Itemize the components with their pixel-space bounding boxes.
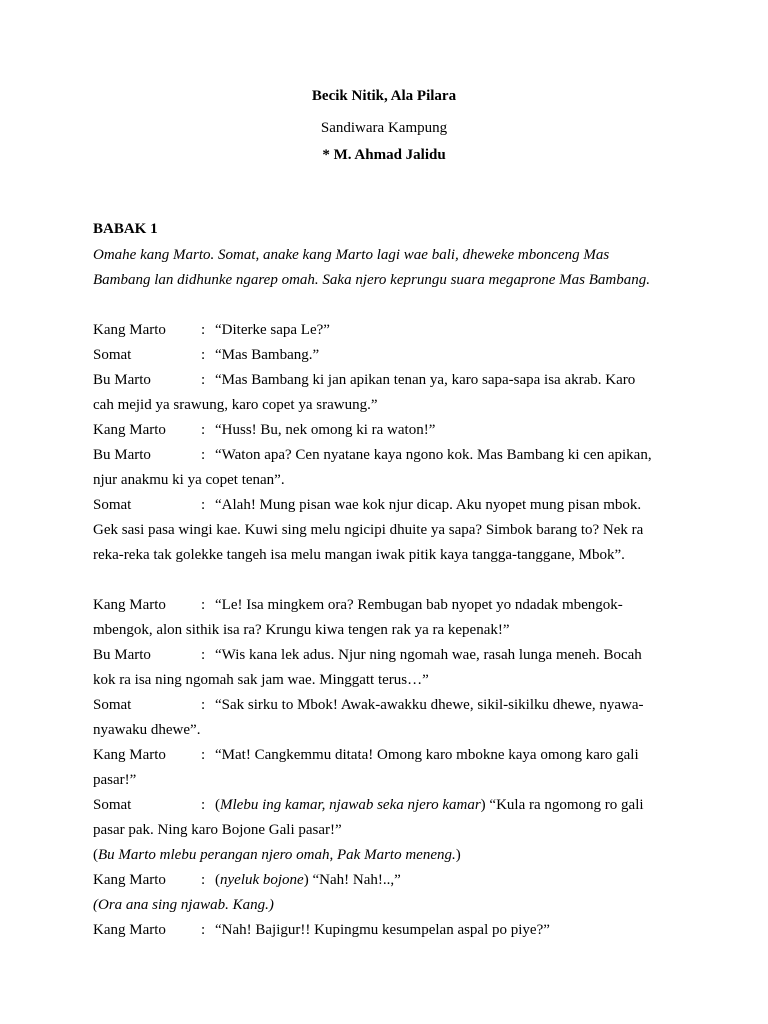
dialogue-line [93, 493, 683, 518]
dialogue-line [93, 918, 683, 943]
dialogue-line [93, 593, 683, 618]
stage-paren-open: ( [93, 847, 98, 863]
speaker-name: Somat [93, 797, 132, 813]
dialogue-text: “Kula ra ngomong ro gali [489, 797, 644, 813]
colon-separator: : [201, 347, 206, 363]
dialogue-text: “Mas Bambang ki jan apikan tenan ya, karo sapa-sapa isa akrab. Karo [215, 372, 636, 388]
dialogue-block [93, 318, 683, 943]
speaker-name: Kang Marto [93, 597, 166, 613]
stage-paren-close: ) [480, 797, 490, 813]
stage-paren-close: ) [455, 847, 461, 863]
colon-separator: : [201, 922, 206, 938]
colon-separator: : [201, 872, 206, 888]
speaker-name: Somat [93, 497, 132, 513]
colon-separator: : [201, 797, 206, 813]
play-title: Becik Nitik, Ala Pilara [311, 88, 457, 104]
dialogue-text: “Waton apa? Cen nyatane kaya ngono kok. Mas Bambang ki cen apikan, [215, 447, 652, 463]
colon-separator: : [201, 697, 206, 713]
speaker-name: Somat [93, 347, 132, 363]
speaker-name: Kang Marto [93, 872, 166, 888]
speaker-name: Somat [93, 697, 132, 713]
colon-separator: : [201, 322, 206, 338]
act-narration [93, 243, 683, 293]
dialogue-text: “Le! Isa mingkem ora? Rembugan bab nyopet yo ndadak mbengok- [215, 597, 623, 613]
dialogue-text: “Alah! Mung pisan wae kok njur dicap. Aku nyopet mung pisan mbok. [215, 497, 642, 513]
dialogue-text: “Mas Bambang.” [215, 347, 320, 363]
dialogue-continuation: pasar!” [93, 772, 137, 788]
act-heading: BABAK 1 [93, 221, 158, 237]
dialogue-line [93, 743, 683, 768]
dialogue-text: “Wis kana lek adus. Njur ning ngomah wae, rasah lunga meneh. Bocah [215, 647, 642, 663]
stage-line [93, 843, 683, 868]
speaker-name: Kang Marto [93, 747, 166, 763]
dialogue-text: “Sak sirku to Mbok! Awak-awakku dhewe, sikil-sikilku dhewe, nyawa- [215, 697, 644, 713]
stage-paren-close: ) [303, 872, 313, 888]
stage-line: (Ora ana sing njawab. Kang.) [93, 897, 274, 913]
colon-separator: : [201, 497, 206, 513]
speaker-name: Kang Marto [93, 322, 166, 338]
dialogue-text: “Diterke sapa Le?” [215, 322, 330, 338]
colon-separator: : [201, 597, 206, 613]
play-subtitle: Sandiwara Kampung [320, 120, 448, 136]
dialogue-line [93, 418, 683, 443]
dialogue-line [93, 793, 683, 818]
narration-line: Bambang lan didhunke ngarep omah. Saka njero keprungu suara megaprone Mas Bambang. [93, 272, 651, 288]
dialogue-continuation: pasar pak. Ning karo Bojone Gali pasar!” [93, 822, 342, 838]
dialogue-text: “Mat! Cangkemmu ditata! Omong karo mbokne kaya omong karo gali [215, 747, 639, 763]
dialogue-text: “Nah! Nah!..,” [312, 872, 401, 888]
colon-separator: : [201, 747, 206, 763]
stage-direction: nyeluk bojone [220, 872, 304, 888]
narration-line: Omahe kang Marto. Somat, anake kang Marto lagi wae bali, dheweke mbonceng Mas [93, 247, 610, 263]
colon-separator: : [201, 447, 206, 463]
dialogue-line [93, 443, 683, 468]
colon-separator: : [201, 372, 206, 388]
dialogue-line [93, 368, 683, 393]
dialogue-line [93, 643, 683, 668]
stage-direction: Bu Marto mlebu perangan njero omah, Pak Marto meneng. [98, 847, 456, 863]
dialogue-line [93, 693, 683, 718]
play-author: * M. Ahmad Jalidu [322, 147, 446, 163]
dialogue-text: “Nah! Bajigur!! Kupingmu kesumpelan aspal po piye?” [215, 922, 550, 938]
dialogue-continuation: njur anakmu ki ya copet tenan”. [93, 472, 285, 488]
dialogue-text: “Huss! Bu, nek omong ki ra waton!” [215, 422, 436, 438]
speaker-name: Kang Marto [93, 422, 166, 438]
stage-paren-open: ( [215, 797, 220, 813]
stage-direction: Mlebu ing kamar, njawab seka njero kamar [220, 797, 481, 813]
dialogue-continuation: mbengok, alon sithik isa ra? Krungu kiwa tengen rak ya ra kepenak!” [93, 622, 510, 638]
dialogue-continuation: Gek sasi pasa wingi kae. Kuwi sing melu ngicipi dhuite ya sapa? Simbok barang to? Nek ra [93, 522, 644, 538]
dialogue-continuation: kok ra isa ning ngomah sak jam wae. Minggatt terus…” [93, 672, 429, 688]
speaker-name: Bu Marto [93, 372, 151, 388]
dialogue-continuation: reka-reka tak golekke tangeh isa melu mangan iwak pitik kaya tangga-tanggane, Mbok”. [93, 547, 625, 563]
dialogue-line [93, 343, 683, 368]
dialogue-continuation: nyawaku dhewe”. [93, 722, 201, 738]
colon-separator: : [201, 422, 206, 438]
stage-paren-open: ( [215, 872, 220, 888]
dialogue-line [93, 868, 683, 893]
speaker-name: Bu Marto [93, 447, 151, 463]
dialogue-continuation: cah mejid ya srawung, karo copet ya srawung.” [93, 397, 378, 413]
speaker-name: Kang Marto [93, 922, 166, 938]
speaker-name: Bu Marto [93, 647, 151, 663]
dialogue-line [93, 318, 683, 343]
colon-separator: : [201, 647, 206, 663]
